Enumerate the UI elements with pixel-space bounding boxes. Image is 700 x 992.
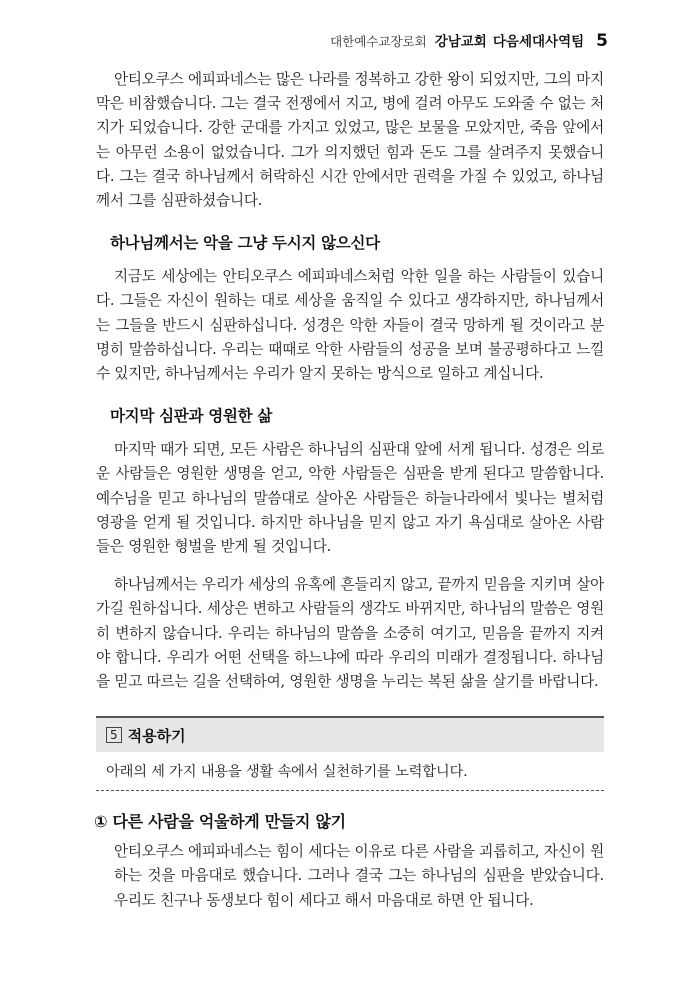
header-dept: 다음세대사역팀 [492, 34, 585, 50]
apply-section-title: 적용하기 [127, 726, 186, 745]
apply-intro: 아래의 세 가지 내용을 생활 속에서 실천하기를 노력합니다. [96, 752, 604, 791]
paragraph-4: 하나님께서는 우리가 세상의 유혹에 흔들리지 않고, 끝까지 믿음을 지키며 살아가길 원하십니다. 세상은 변하고 사람들의 생각도 바뀌지만, 하나님의 말씀은 영원히 변하지 않습니다. 우리는 하나님의 말씀을 소중히 여기고, 믿음을 끝까지 지켜야 합니다. 우리가 어떤 선택을 하느냐에 따라 우리의 미래가 결정됩니다. 하나님을 믿고 따르는 길을 선택하여, 영원한 생명을 누리는 복된 삶을 살기를 바랍니다. [96, 576, 604, 691]
section-heading-judgment: 하나님께서는 악을 그냥 두시지 않으신다 [110, 234, 380, 253]
header-org: 대한예수교장로회 [330, 34, 427, 49]
page-header [330, 30, 608, 51]
apply-section-header [96, 716, 604, 752]
apply-section-number: 5 [106, 727, 122, 743]
paragraph-3: 마지막 때가 되면, 모든 사람은 하나님의 심판대 앞에 서게 됩니다. 성경은 의로운 사람들은 영원한 생명을 얻고, 악한 사람들은 심판을 받게 된다고 말씀합니다. 예수님을 믿고 하나님의 말씀대로 살아온 사람들은 하늘나라에서 빛나는 별처럼 영광을 얻게 될 것입니다. 하지만 하나님을 믿지 않고 자기 욕심대로 살아온 사람들은 영원한 형벌을 받게 될 것입니다. [96, 441, 604, 556]
paragraph-1: 안티오쿠스 에피파네스는 많은 나라를 정복하고 강한 왕이 되었지만, 그의 마지막은 비참했습니다. 그는 결국 전쟁에서 지고, 병에 걸려 아무도 도와줄 수 없는 처지가 되었습니다. 강한 군대를 가지고 있었고, 많은 보물을 모았지만, 죽음 앞에서는 아무런 소용이 없었습니다. 그가 의지했던 힘과 돈도 그를 살려주지 못했습니다. 그는 결국 하나님께서 허락하신 시간 안에서만 권력을 가질 수 있었고, 하나님께서 그를 심판하셨습니다. [96, 71, 604, 210]
paragraph-2: 지금도 세상에는 안티오쿠스 에피파네스처럼 악한 일을 하는 사람들이 있습니다. 그들은 자신이 원하는 대로 세상을 움직일 수 있다고 생각하지만, 하나님께서는 그들을 반드시 심판하십니다. 성경은 악한 자들이 결국 망하게 될 것이라고 분명히 말씀하십니다. 우리는 때때로 악한 사람들의 성공을 보며 불공평하다고 느낄 수 있지만, 하나님께서는 우리가 알지 못하는 방식으로 일하고 계십니다. [96, 268, 604, 383]
document-body [96, 68, 604, 913]
page-number: 5 [596, 31, 608, 51]
section-heading-final-judgment: 마지막 심판과 영원한 삶 [110, 407, 273, 426]
apply-item-1-text: 안티오쿠스 에피파네스는 힘이 세다는 이유로 다른 사람을 괴롭히고, 자신이 원하는 것을 마음대로 했습니다. 그러나 결국 그는 하나님의 심판을 받았습니다. 우리도 친구나 동생보다 힘이 세다고 해서 마음대로 하면 안 됩니다. [114, 843, 604, 909]
apply-item-1-title: ① 다른 사람을 억울하게 만들지 않기 [94, 812, 346, 832]
header-church: 강남교회 [434, 34, 487, 50]
